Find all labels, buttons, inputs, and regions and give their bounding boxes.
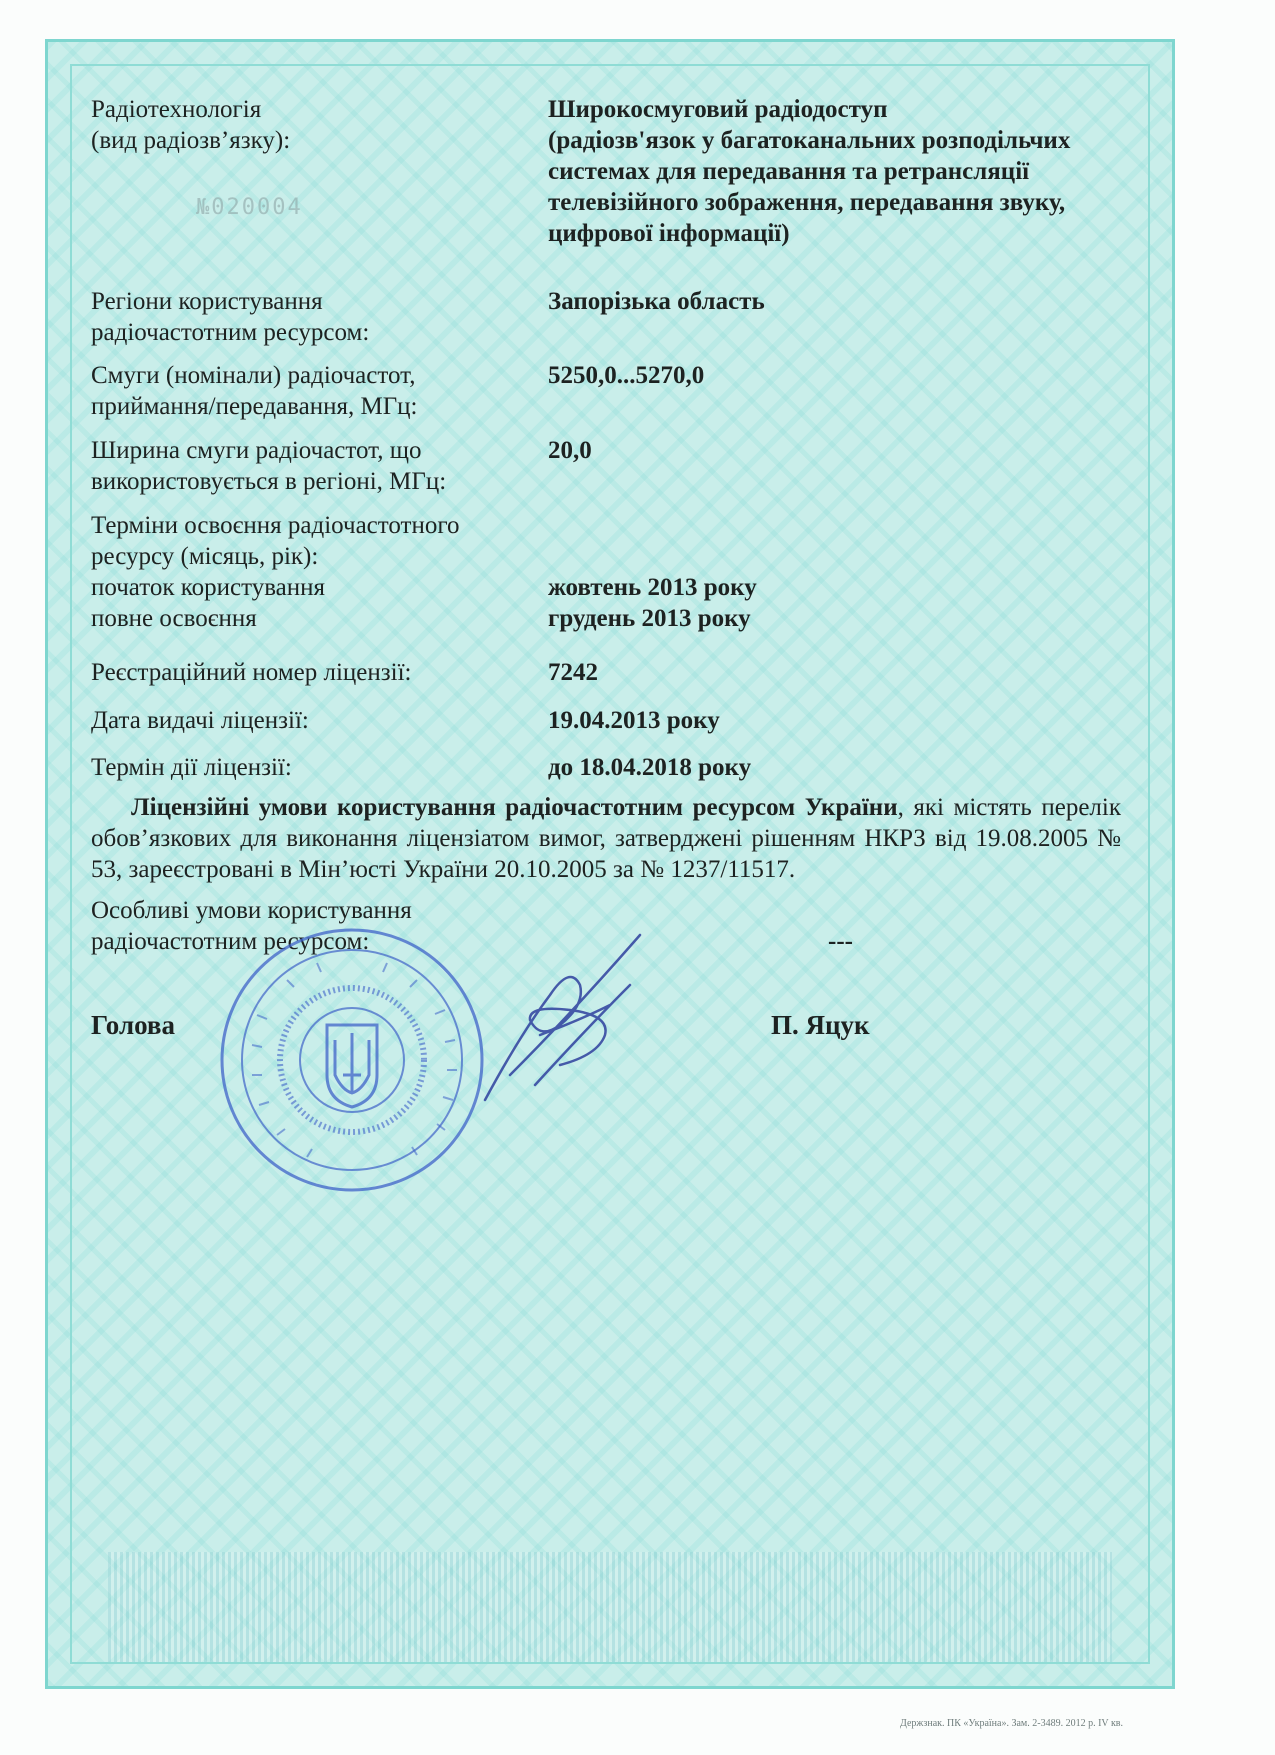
terms-full-label: повне освоєння [91, 605, 257, 632]
serial-watermark: №020004 [196, 195, 303, 220]
terms-label-line1: Терміни освоєння радіочастотного [91, 512, 460, 539]
issue-date-label: Дата видачі ліцензії: [91, 707, 309, 734]
conditions-bold: Ліцензійні умови користування радіочастотним ресурсом України [131, 794, 898, 821]
issue-date-value: 19.04.2013 року [548, 707, 720, 734]
special-label-line1: Особливі умови користування [91, 897, 412, 924]
terms-label [91, 510, 521, 634]
radiotech-label-line1: Радіотехнологія [91, 96, 262, 123]
terms-start-label: початок користування [91, 574, 326, 601]
radiotech-value-line: телевізійного зображення, передавання звуку, [548, 189, 1066, 216]
radiotech-label [91, 94, 521, 156]
handwritten-signature [480, 915, 660, 1115]
official-seal [217, 925, 487, 1195]
radiotech-value-line: системах для передавання та ретрансляції [548, 158, 1030, 185]
validity-label: Термін дії ліцензії: [91, 754, 292, 781]
bands-label [91, 360, 521, 422]
reg-number-value: 7242 [548, 659, 598, 686]
regions-label-line2: радіочастотним ресурсом: [91, 319, 370, 346]
radiotech-value-line: Широкосмуговий радіодоступ [548, 96, 888, 123]
bandwidth-label-line1: Ширина смуги радіочастот, що [91, 437, 422, 464]
conditions-text: , які містять перелік обов’язкових для виконання ліцензіатом вимог, затверджені рішенням НКРЗ від 19.08.2005 № 53, зареєстровані в Мін’юсті України 20.10.2005 за № 1237/11517. [91, 794, 1121, 883]
regions-label [91, 286, 521, 348]
special-label-line2: радіочастотним ресурсом: [91, 928, 370, 955]
bands-label-line1: Смуги (номінали) радіочастот, [91, 362, 416, 389]
radiotech-value [548, 94, 1148, 249]
special-conditions-value: --- [828, 928, 853, 955]
radiotech-label-line2: (вид радіозв’язку): [91, 127, 291, 154]
signatory-title: Голова [91, 1010, 176, 1040]
radiotech-value-line: (радіозв'язок у багатоканальних розподільчих [548, 127, 1071, 154]
terms-start-value: жовтень 2013 року [548, 574, 757, 601]
bottom-security-band [108, 1552, 1112, 1662]
regions-label-line1: Регіони користування [91, 288, 323, 315]
regions-value: Запорізька область [548, 288, 765, 315]
bandwidth-label [91, 435, 521, 497]
bands-value: 5250,0...5270,0 [548, 362, 705, 389]
signatory-name: П. Яцук [771, 1010, 870, 1040]
bands-label-line2: приймання/передавання, МГц: [91, 393, 418, 420]
bandwidth-value: 20,0 [548, 437, 592, 464]
printer-line: Держзнак. ПК «Україна». Зам. 2-3489. 2012 р. IV кв. [900, 1718, 1124, 1729]
validity-value: до 18.04.2018 року [548, 754, 752, 781]
terms-values [548, 572, 1148, 634]
terms-full-value: грудень 2013 року [548, 605, 751, 632]
license-conditions-paragraph [91, 792, 1121, 885]
terms-label-line2: ресурсу (місяць, рік): [91, 543, 319, 570]
radiotech-value-line: цифрової інформації) [548, 220, 790, 247]
reg-number-label: Реєстраційний номер ліцензії: [91, 659, 412, 686]
bandwidth-label-line2: використовується в регіоні, МГц: [91, 468, 447, 495]
